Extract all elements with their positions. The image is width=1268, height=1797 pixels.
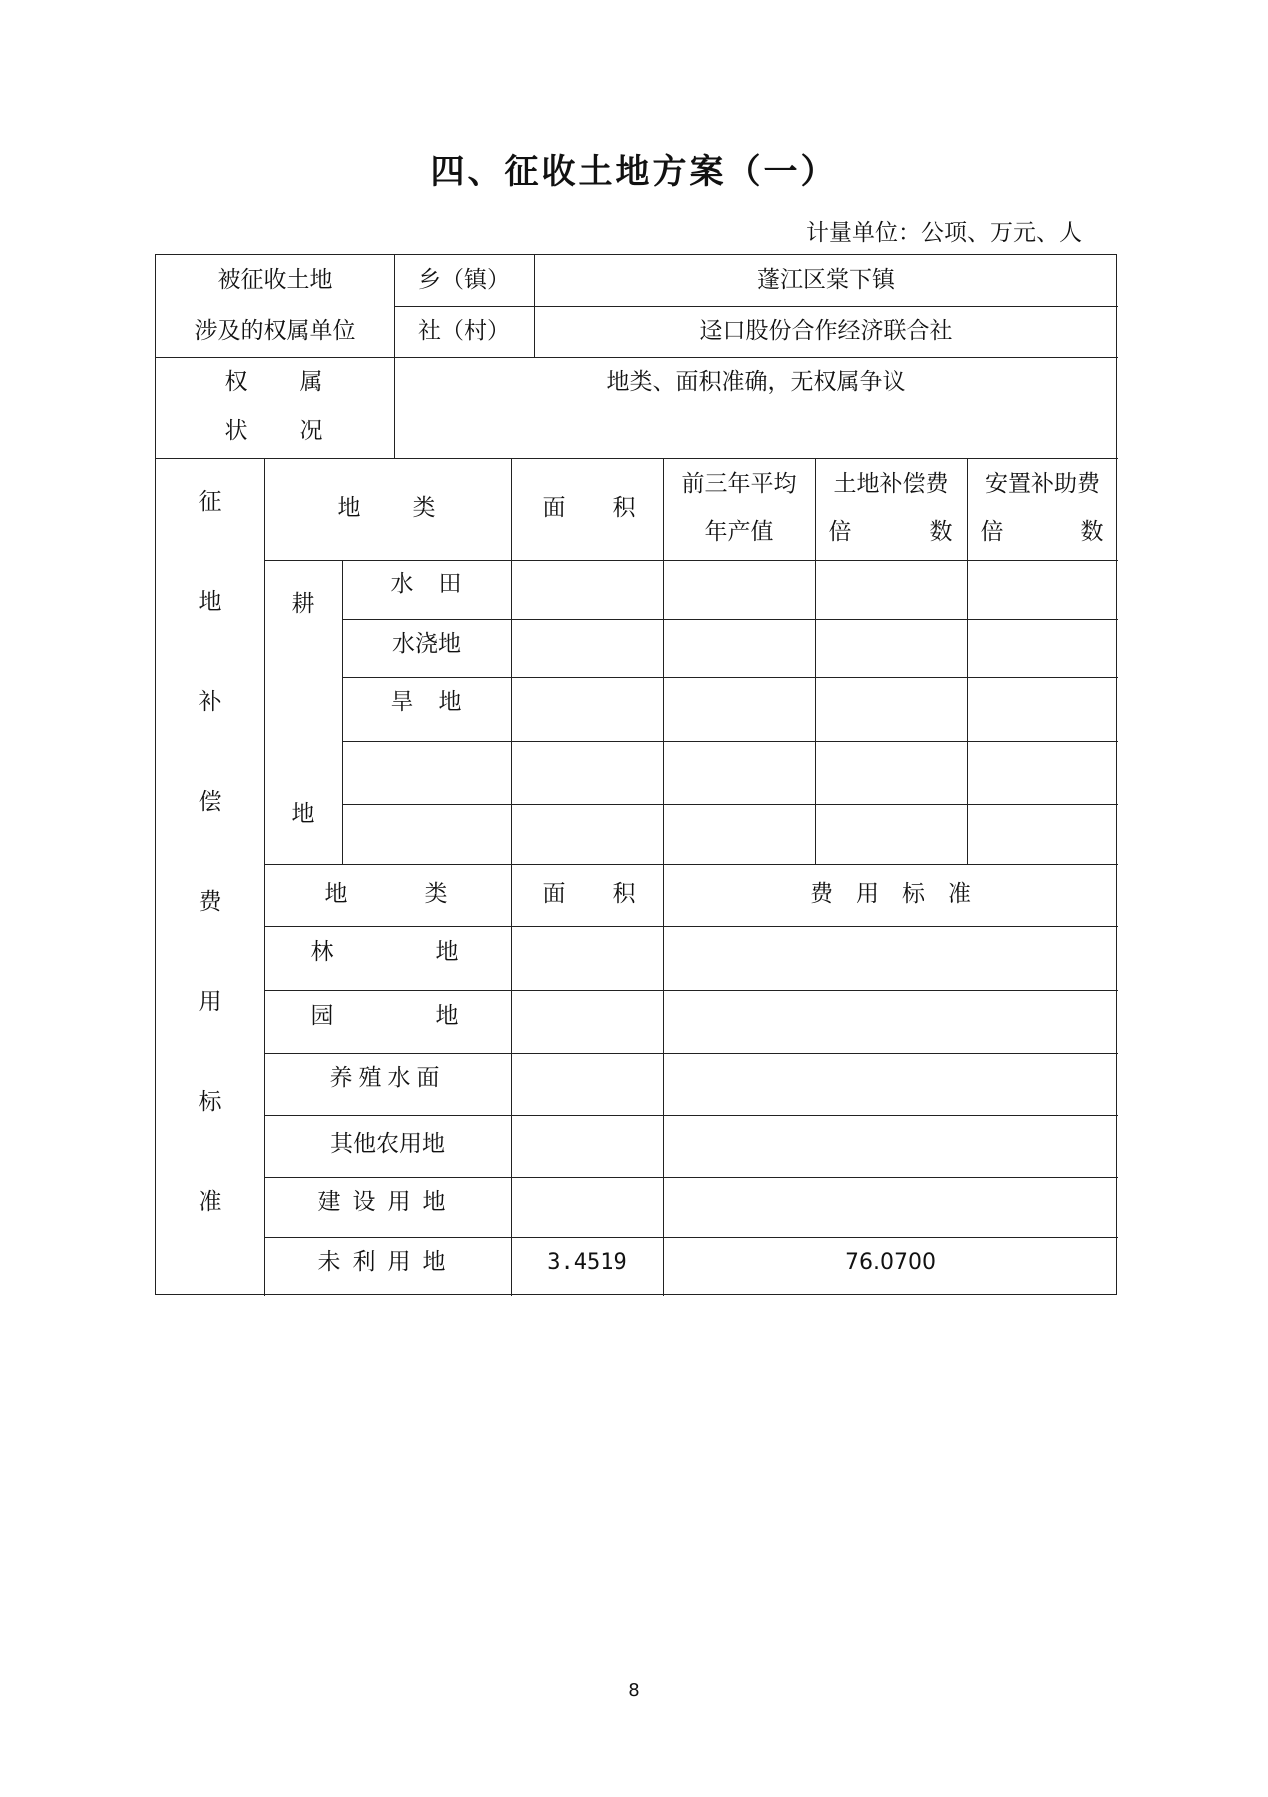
other-row-label: 林: [310, 939, 334, 966]
header-avg-output-line2: 年产值: [704, 519, 774, 546]
unit-note: 计量单位：公项、万元、人: [806, 220, 1082, 246]
village-label: 社（村）: [418, 317, 510, 344]
other-row-label: 建设用地: [317, 1189, 458, 1216]
cultivated-label-b: 地: [291, 801, 315, 828]
header2-fee-standard: 费 用 标 准: [810, 881, 971, 908]
header-land-type-a: 地: [337, 495, 361, 522]
side-label-char: 准: [198, 1189, 222, 1216]
table-rule: [511, 458, 512, 1296]
header-resettle-bei: 倍: [980, 519, 1004, 546]
township-value: 蓬江区棠下镇: [757, 266, 895, 293]
other-row-label: 养殖水面: [329, 1065, 446, 1092]
rights-label-zhuang: 状: [224, 418, 248, 445]
unused-land-fee: 76.0700: [845, 1249, 936, 1275]
table-rule: [156, 458, 1118, 459]
cultivated-row-label: 水: [390, 571, 414, 598]
other-row-label: 园: [310, 1003, 334, 1030]
side-label-char: 地: [198, 589, 222, 616]
other-row-label: 未利用地: [317, 1249, 458, 1276]
cultivated-row-label: 水浇地: [392, 631, 461, 658]
header-resettle-line1: 安置补助费: [985, 471, 1100, 498]
other-row-label: 地: [435, 939, 459, 966]
cultivated-row-label: 田: [438, 571, 462, 598]
page-title: 四、征收土地方案（一）: [430, 152, 838, 192]
table-rule: [342, 560, 343, 864]
other-row-label: 地: [435, 1003, 459, 1030]
other-row-label: 其他农用地: [330, 1131, 445, 1158]
rights-label-shu: 属: [299, 369, 323, 396]
side-label-char: 征: [198, 489, 222, 516]
owner-label-line1: 被征收土地: [217, 266, 333, 293]
header2-area-b: 积: [612, 881, 636, 908]
unused-land-area: 3.4519: [547, 1249, 627, 1275]
township-label: 乡（镇）: [418, 266, 510, 293]
table-rule: [342, 741, 1118, 742]
cultivated-label-a: 耕: [291, 591, 315, 618]
cultivated-row-label: 旱: [390, 689, 414, 716]
side-label-char: 偿: [198, 789, 222, 816]
rights-status-value: 地类、面积准确，无权属争议: [606, 369, 906, 396]
header-land-comp-shu: 数: [929, 519, 953, 546]
header-resettle-shu: 数: [1080, 519, 1104, 546]
table-rule: [264, 926, 1118, 927]
header-land-comp-line1: 土地补偿费: [833, 471, 949, 498]
table-rule: [342, 804, 1118, 805]
table-rule: [156, 357, 1118, 358]
table-rule: [264, 990, 1118, 991]
side-label-char: 费: [198, 889, 222, 916]
rights-label-quan: 权: [224, 369, 248, 396]
header2-land-type-a: 地: [324, 881, 348, 908]
header-avg-output-line1: 前三年平均: [681, 471, 797, 498]
header-land-type-b: 类: [412, 495, 436, 522]
header-land-comp-bei: 倍: [828, 519, 852, 546]
header-area-b: 积: [612, 495, 636, 522]
header2-land-type-b: 类: [424, 881, 448, 908]
village-value: 迳口股份合作经济联合社: [699, 317, 953, 344]
rights-label-kuang: 况: [299, 418, 323, 445]
owner-label-line2: 涉及的权属单位: [194, 317, 356, 344]
cultivated-row-label: 地: [438, 689, 462, 716]
header2-area-a: 面: [542, 881, 566, 908]
side-label-char: 用: [198, 989, 222, 1016]
side-label-char: 补: [198, 689, 222, 716]
header-area-a: 面: [542, 495, 566, 522]
land-acquisition-table: [155, 254, 1117, 1295]
side-label-char: 标: [198, 1089, 222, 1116]
page-number: 8: [628, 1680, 640, 1701]
